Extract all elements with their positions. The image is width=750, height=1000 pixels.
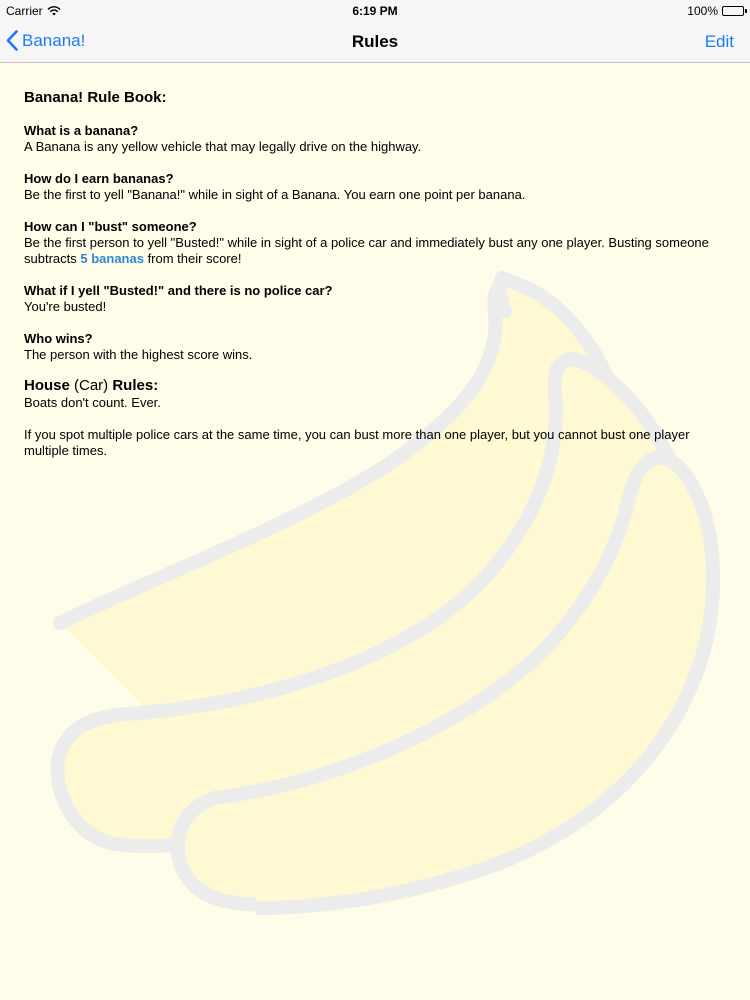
status-time: 6:19 PM [352, 4, 398, 18]
status-battery [687, 4, 744, 18]
house-rules-section [24, 377, 729, 411]
faq-question: What if I yell "Busted!" and there is no police car? [24, 283, 333, 298]
faq-question: Who wins? [24, 331, 93, 346]
house-rule-paragraph [24, 427, 729, 459]
battery-percent: 100% [687, 4, 718, 18]
house-rules-heading-part: Rules: [112, 377, 159, 394]
faq-question: What is a banana? [24, 123, 139, 138]
status-bar [0, 0, 750, 22]
house-rules-heading-part: House [24, 377, 70, 394]
faq-answer: The person with the highest score wins. [24, 347, 253, 362]
faq-item [24, 331, 729, 363]
rules-content [24, 90, 729, 475]
faq-answer: Be the first to yell "Banana!" while in sight of a Banana. You earn one point per banana. [24, 187, 526, 202]
bust-penalty-highlight: 5 bananas [80, 251, 144, 266]
faq-question: How do I earn bananas? [24, 171, 174, 186]
faq-question: How can I "bust" someone? [24, 219, 197, 234]
page-title: Rules [351, 32, 399, 51]
faq-answer: A Banana is any yellow vehicle that may legally drive on the highway. [24, 139, 422, 154]
house-rule-line: Boats don't count. Ever. [24, 395, 161, 410]
faq-item [24, 283, 729, 315]
faq-answer-text: Be the first person to yell "Busted!" while in sight of a police car and immediately bust any one player. Busting someone subtracts [24, 235, 709, 266]
house-rules-heading-part: (Car) [69, 377, 113, 394]
faq-item [24, 123, 729, 155]
faq-answer [24, 235, 729, 267]
back-button-label: Banana! [22, 30, 86, 50]
rulebook-title: Banana! Rule Book: [24, 89, 167, 106]
navigation-bar [0, 22, 750, 63]
faq-item [24, 219, 729, 267]
house-rule-line: If you spot multiple police cars at the same time, you can bust more than one player, but you cannot bust one player multiple times. [24, 427, 690, 458]
house-rules-heading [24, 377, 729, 395]
battery-icon [722, 6, 744, 16]
faq-item [24, 171, 729, 203]
carrier-label: Carrier [6, 4, 43, 18]
faq-answer: You're busted! [24, 299, 107, 314]
faq-answer-text: from their score! [143, 251, 242, 266]
edit-button[interactable]: Edit [704, 32, 734, 51]
